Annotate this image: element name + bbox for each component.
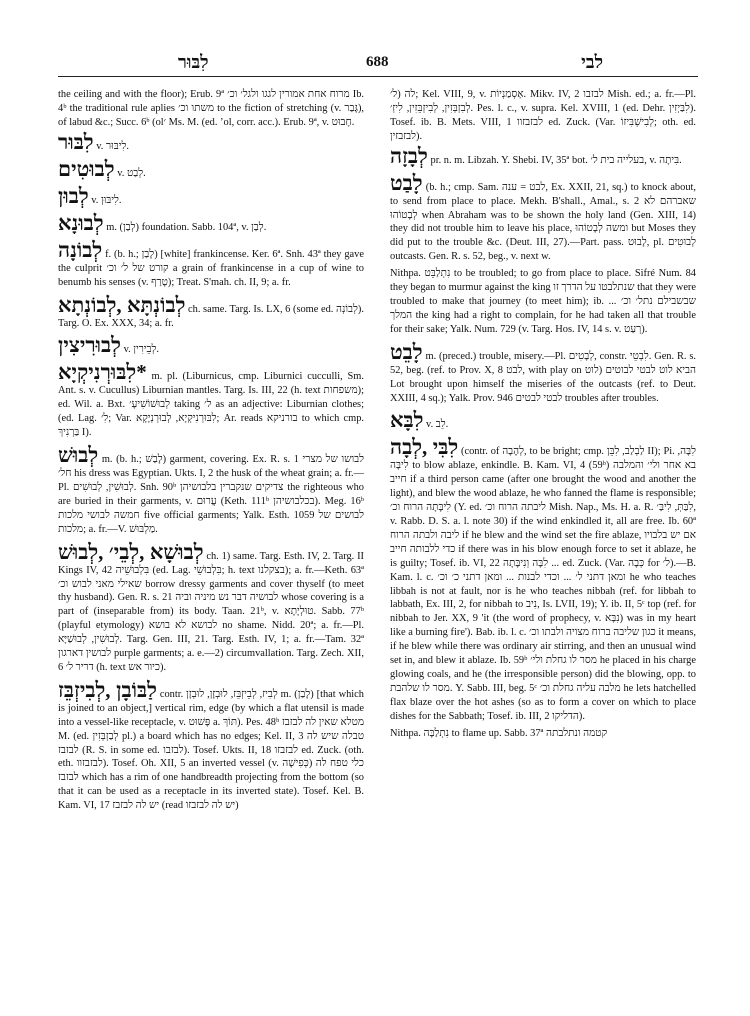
entry-body: f. (b. h.; לָבַן) [white] frankincense. Ker. 6ª. Snh. 43ª they gave the culprit קורט של ל׳ וכ׳ a grain of frankincense in a cup of wine to benumb his senses (v. טָרַף); Treat. S'mah. ch. II, 9; a. fr. [58, 248, 364, 288]
entry [58, 293, 364, 331]
entry [58, 238, 364, 290]
left-column [58, 88, 364, 1008]
entry [390, 408, 696, 432]
entry [390, 340, 696, 406]
headword: לְבוּנָא [58, 210, 104, 235]
entry [58, 443, 364, 537]
headword: לְבוֹנְתָּא ,לְבוֹנְתָא [58, 292, 186, 317]
entry-body: v. לְבֵירִין. [123, 344, 160, 356]
entry-body: (b. h.; cmp. Sam. לבט = ענה, Ex. XXII, 21, sq.) to knock about, to send from place to place. Mekh. B'shall., Amal., s. 2 שאברהם לא לְבָטוֹהוּ when Abraham was to be shown the holy land (Gen. XIII, 14) they did not trouble him to leave his place, ומשה לְבָטוֹהוּ but Moses they did put to the trouble &c. (Deut. III, 27).—Part. pass. לָבוּט, pl. לְבוּטִים outcasts. Gen. R. s. 52, beg., v. next w. [390, 181, 696, 263]
entry-body: Nithpa. נִתְלַבֵּט to be troubled; to go from place to place. Sifré Num. 84 they began to murmur against the king שנתלבטו על הדרך זו that they were troubled to make that journey (to meet him); ib. שבשבילם נתל׳ וכ׳ ... המלך the king had a right to complain, for he had taken all that trouble for their sake; Yalk. Num. 729 (v. Targ. Hos. IV, 14 s. v. רְעַט). [390, 268, 696, 335]
headword: לְבוּרִיצִין [58, 333, 121, 358]
entry-body: ch. 1) same. Targ. Esth. IV, 2. Targ. II Kings IV, 42 בִּלְבוּשֵׁיה (ed. Lag. בִּלְבוּשֵׁי; h. text בצקלנו); a. fr.—Keth. 63ª שאילי מאני לבוש וכ׳ borrow dressy garments and cover thyself (to meet thy husband). Gen. R. s. 21 לבושיה דבר נש מיניה וביה whose covering is a part of (inseparable from) its body. Taan. 21ᵇ, v. טוּלְיָתָא. Sabb. 77ᵇ (playful etymology) לבושא לא בושא no shame. Nidd. 20ª; a. fr.—Pl. לְבוּשִׁין, לְבוּשַׁיָּא. Targ. Gen. III, 21. Targ. Esth. IV, 1; a. fr.—Tam. 32ª לבושין דארגון purple garments; a. e.—2) circumvallation. Targ. Zech. XII, 6 דריר ל׳ (h. text כיור אש). [58, 550, 364, 673]
headword: לָבַט [390, 170, 423, 195]
left-running-head: לִבּוּר [178, 52, 209, 72]
entry-body: m. (b. h.; לָבַשׁ) garment, covering. Ex. R. s. 1 לבושו של מצרי חל׳ his dress was Egyptian. Ukts. I, 2 the husk of the wheat grain; a. fr.—Pl. לְבוּשִׁין, לְבוּשִׁים. Snh. 90ᵇ צדיקים שנקברין בלבושיהן the righteous who are buried in their garments, v. עֲרוּם (Keth. 111ᵇ בכלבושיהן). Meg. 16ᵇ חמשה לבושי מלכות five official garments; Yalk. Esth. 1059 לבושים של מלכות; a. fr.—V. מַלְבּוּשׁ. [58, 454, 364, 535]
headword: לְבוּטִים [58, 156, 115, 181]
headword: לִבִּי ,לְבָה [390, 435, 459, 460]
entry [58, 130, 364, 154]
headword: לִבָּא [390, 408, 424, 433]
entry-body: m. pl. (Liburnicus, cmp. Liburnici cucculli, Sm. Ant. s. v. Cucullus) Liburnian mantles. Targ. Is. III, 22 (h. text משפחות); ed. Wil. a. Bxt. לְבוּשׁוֹשִׁיעָ׳ taking ל׳ as an adjective: Liburnian clothes; (ed. Lag. לִ׳; Var. לִבּוּרְנִיקְיָא, לְבוּרְנְיָקָא; Ar. reads בורניקא to which cmp. בַּרְנִיךְ I). [58, 371, 364, 439]
headword: לִבּוּר [58, 129, 94, 154]
page-header [58, 50, 698, 77]
headword: לָבֵט [390, 339, 423, 364]
headword: לַבּוֹבָן ,לְבִיזְבֵּז [58, 677, 157, 702]
headword: לְבוּשׁ [58, 443, 99, 468]
entry-body: pr. n. m. Libzah. Y. Shebi. IV, 35ª bot. בעלייה בית ל׳, v. בִּיתָה. [430, 154, 682, 166]
entry [58, 211, 364, 235]
entry-body: v. לְבַט. [117, 167, 146, 179]
continuation-text: the ceiling and with the floor); Erub. 9ª מרוח אחת אמורין לגגו ולגל׳ וכ׳ Ib. 4ᵇ the traditional rule aplies משתו וכ׳ to the fiction of stretching (v. גָּבַר), of labud &c.; Succ. 6ᵇ (ol׳ Ms. M. (ed. ‎ʼol, corr. acc.). Erub. 9ª, v. חָבוּט. [58, 89, 364, 128]
entry [58, 540, 364, 675]
continuation-text: לה (ל׳; Kel. VIII, 9, v. אַסְמַנְיוֹת. Mikv. IV, 2 לבזבו Mish. ed.; a. fr.—Pl. לְבִזְבְּזִין, לְבִיזְבֵּזִין, לִיזְ׳. Pes. l. c., v. supra. Kel. XVIII, 1 (ed. Dehr. לִבַּיְזִין). Tosef. ib. B. Mets. VIII, 1 לבזבזוו ed. Zuck. (Var. לְבִישְׁבִּיזוֹ; oth. ed. לבזבזין). [390, 89, 696, 142]
headword: לְבָזָה [390, 143, 428, 168]
entry-body: ch. same. Targ. Is. LX, 6 (some ed. לְבוֹנְה). Targ. O. Ex. XXX, 34; a. fr. [58, 303, 364, 329]
headword: *לִבּוּרְנִיקְיָא [58, 360, 147, 385]
headword: לְבוֹנָה [58, 237, 103, 262]
entry [390, 144, 696, 168]
entry [58, 678, 364, 813]
right-running-head: לבי [581, 52, 603, 72]
entry-body: m. (לְבַן) foundation. Sabb. 104ª, v. לְבַן. [106, 221, 267, 233]
entry-body: contr. לְבִיז, לְבֵיזְבֵּז, לוּבְזָן, לוּבְזָן m. (לָבַן) [that which is joined to an object,] vertical rim, edge (by which a flat utensil is made into a vessel-like receptacle, v. פָּשׁוּט a. תּוֹךְ). Pes. 48ᵇ מטלא שאין לה לבזבז M. (ed. לְבַזְבְּזִין pl.) a board which has no edges; Kel. II, 3 טבלה שיש לה לבזבז (R. S. in some ed. לבזבו). Tosef. Ukts. II, 18 לבזבזו ed. Zuck. (oth. eth. לבזבזוו). Tosef. Oh. XII, 5 an inverted vessel (v. כְּפִישָׁה) כלי טפח לה לבזבז which has a rim of one handbreadth projecting from the bottom (so that it can be used as a receptacle in its inverted state). Tosef. Kel. B. Kam. VI, 17 יש לה לבזבז (read יש לה לבזבזו) [58, 688, 364, 812]
entry [58, 184, 364, 208]
entry-body: v. לִיבּוּר. [96, 140, 129, 152]
entry-body: m. (preced.) trouble, misery.—Pl. לְבָטִים, constr. לִבְטֵי. Gen. R. s. 52, beg. (ref. to Prov. X, 8 לבט, with play on לוט) הביא לוט לבטי לבוטים Lot brought upon himself the miseries of the outcasts (ref. to Deut. XXIII, 4 sq.); Yalk. Prov. 946 לבטי לבטים troubles after troubles. [390, 350, 696, 404]
entry [390, 267, 696, 337]
entry-body: v. לִיבּוּן. [91, 194, 122, 206]
entry-body: Nithpa. נִתְלַבָּה to flame up. Sabb. 37ª קטמה ונתלבתה [390, 727, 608, 739]
entry [58, 157, 364, 181]
entry [390, 171, 696, 265]
entry [390, 435, 696, 723]
entry-body: v. לֵב. [426, 419, 449, 431]
page-number: 688 [366, 54, 389, 70]
entry [58, 333, 364, 357]
entry [390, 727, 696, 741]
entry-body: (contr. of לְהֶבָה, to be bright; cmp. לַבְלַב, לִבֵּן II); Pi. לִבָּה, לִיבָּה to blow ablaze, enkindle. B. Kam. VI, 4 (59ᵇ) בא אחר ולי׳ והמלבה חייב if a third person came (after one brought the wood and another the light), and blew the wood ablaze, he who fanned the flame is responsible; לִיבָּתָה הרוח וכ׳ (Y. ed. ליבתה הרוח וכ׳ Mish. Nap., Ms. H. a. R. לִבַּתְּ, לִיבַּ׳, v. Rabb. D. S. a. l. note 30) if the wind enkindled it, all are free. Ib. 60ª ליבה ולבתה הרוח if he blew and the wind set the fire ablaze, אם יש בלבויו כדי ללבותה חייב if there was in his blow enough force to set it ablaze, he is guilty; Tosef. ib. VI, 22 לִבָּה וְנִיבָּתָה ... ed. Zuck. (Var. כְּבָה for ל׳).—B. Kam. l. c. ומאן דתני ל׳ ... וכדי לבנות ... ומאן דתני כ׳ וכ׳ he who teaches libbah is not at fault, nor is he who teaches nibbah (ref. for libbah to labbath, Ex. III, 2, for nibbah to נִיב, Is. LVII, 19); Y. ib. II, 5ᶜ top (ref. for nibbah to Jer. XX, 9 'it (the word of prophecy, v. נִבָּא) was in my heart like a burning fire'). Bab. ib. l. c. כגון שליבה ברוח מצויה ולבתו וכ׳ it means, if he blew while there was ordinary air stirring, and then an unusual wind set in, and blew it ablaze. Ib. 59ᵇ מסר לו גחלת ולי׳ he placed in his charge glowing coals, and he (the irresponsible person) did the blowing, opp. to מסר לו שלהבת. Y. Sabb. III, beg. 5ᶜ מלבה עליה גחלת וכ׳ he lets hatchelled flax blaze over the hot ashes (so as to form a cover on which to place dishes for the Sabbath; Tosef. ib. III, 2 הדליקו). [390, 446, 696, 722]
headword: לְבוּן [58, 183, 89, 208]
entry [58, 360, 364, 440]
headword: לְבוּשָׁא ,לְבֵי׳ ,לְבוּשׁ [58, 539, 204, 564]
right-column [390, 88, 696, 1008]
